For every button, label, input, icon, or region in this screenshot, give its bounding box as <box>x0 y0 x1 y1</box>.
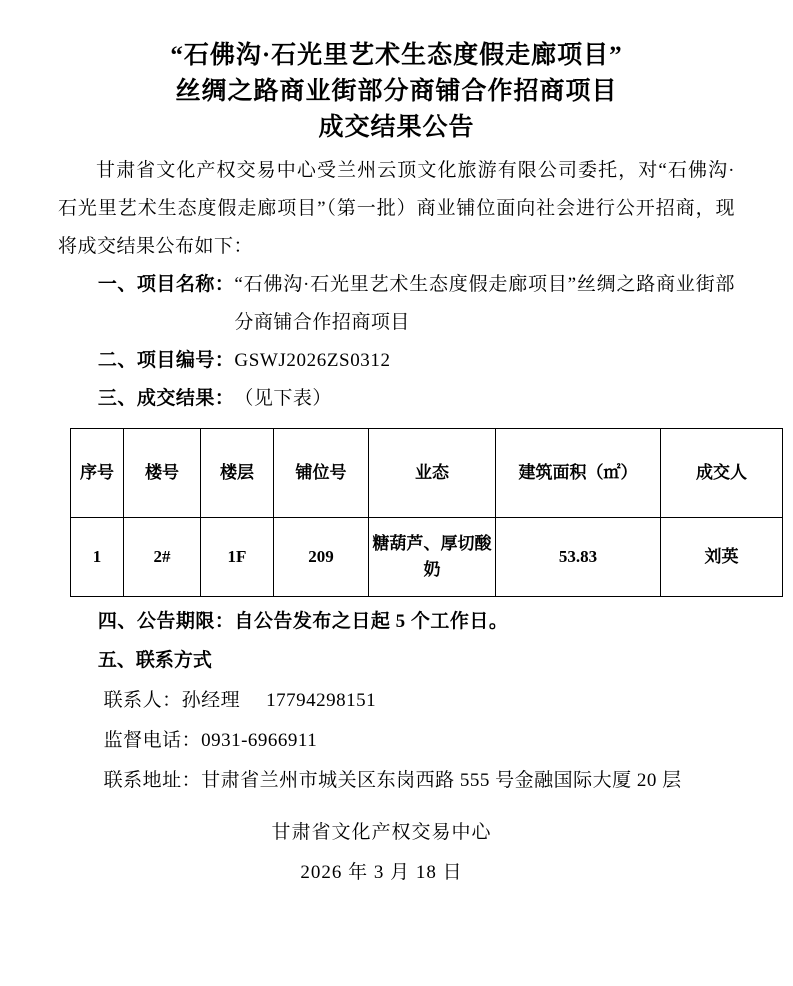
contact-address-line <box>58 761 735 801</box>
item-project-number-label: 二、项目编号： <box>97 350 235 371</box>
result-table <box>70 428 783 597</box>
cell-seq: 1 <box>71 518 124 597</box>
contact-heading: 五、联系方式 <box>97 650 212 671</box>
document-title <box>58 38 735 146</box>
item-project-name-value: “石佛沟·石光里艺术生态度假走廊项目”丝绸之路商业街部分商铺合作招商项目 <box>234 274 735 333</box>
contact-person-name: 孙经理 <box>181 690 241 711</box>
table-header-building: 楼号 <box>124 429 201 518</box>
contact-address-label: 联系地址： <box>103 770 202 791</box>
item-result <box>58 380 735 418</box>
cell-floor: 1F <box>201 518 274 597</box>
cell-shop: 209 <box>274 518 369 597</box>
cell-building: 2# <box>124 518 201 597</box>
contact-person-line <box>58 681 735 721</box>
signature-date: 2026 年 3 月 18 日 <box>300 862 463 883</box>
signature-block <box>58 813 735 893</box>
title-line-2: 丝绸之路商业街部分商铺合作招商项目 <box>175 78 618 105</box>
table-header-seq: 序号 <box>71 429 124 518</box>
table-row <box>71 518 783 597</box>
item-result-value: （见下表） <box>234 388 332 409</box>
item-project-name <box>58 266 735 342</box>
supervise-phone-line <box>58 721 735 761</box>
cell-type: 糖葫芦、厚切酸奶 <box>369 518 496 597</box>
table-header-area: 建筑面积（㎡） <box>496 429 661 518</box>
item-project-name-label: 一、项目名称： <box>97 274 235 295</box>
contact-person-label: 联系人： <box>103 690 182 711</box>
contact-address-value: 甘肃省兰州市城关区东岗西路 555 号金融国际大厦 20 层 <box>201 770 682 791</box>
table-header-shop: 铺位号 <box>274 429 369 518</box>
title-line-1: “石佛沟·石光里艺术生态度假走廊项目” <box>170 42 623 69</box>
cell-area: 53.83 <box>496 518 661 597</box>
contact-person-phone: 17794298151 <box>266 690 377 711</box>
title-line-3: 成交结果公告 <box>318 114 475 141</box>
cell-buyer: 刘英 <box>661 518 783 597</box>
table-header-type: 业态 <box>369 429 496 518</box>
table-header-floor: 楼层 <box>201 429 274 518</box>
item-notice-period-value: 自公告发布之日起 5 个工作日。 <box>234 611 509 632</box>
table-header-buyer: 成交人 <box>661 429 783 518</box>
item-notice-period <box>58 603 735 641</box>
item-project-number-value: GSWJ2026ZS0312 <box>234 350 391 371</box>
item-result-label: 三、成交结果： <box>97 388 235 409</box>
intro-paragraph: 甘肃省文化产权交易中心受兰州云顶文化旅游有限公司委托，对“石佛沟·石光里艺术生态度假走廊项目”（第一批）商业铺位面向社会进行公开招商，现将成交结果公布如下： <box>58 160 735 257</box>
signature-org: 甘肃省文化产权交易中心 <box>271 822 492 843</box>
supervise-phone-label: 监督电话： <box>103 730 202 751</box>
supervise-phone-value: 0931-6966911 <box>201 730 318 751</box>
item-project-number <box>58 342 735 380</box>
item-notice-period-label: 四、公告期限： <box>97 611 235 632</box>
table-header-row <box>71 429 783 518</box>
